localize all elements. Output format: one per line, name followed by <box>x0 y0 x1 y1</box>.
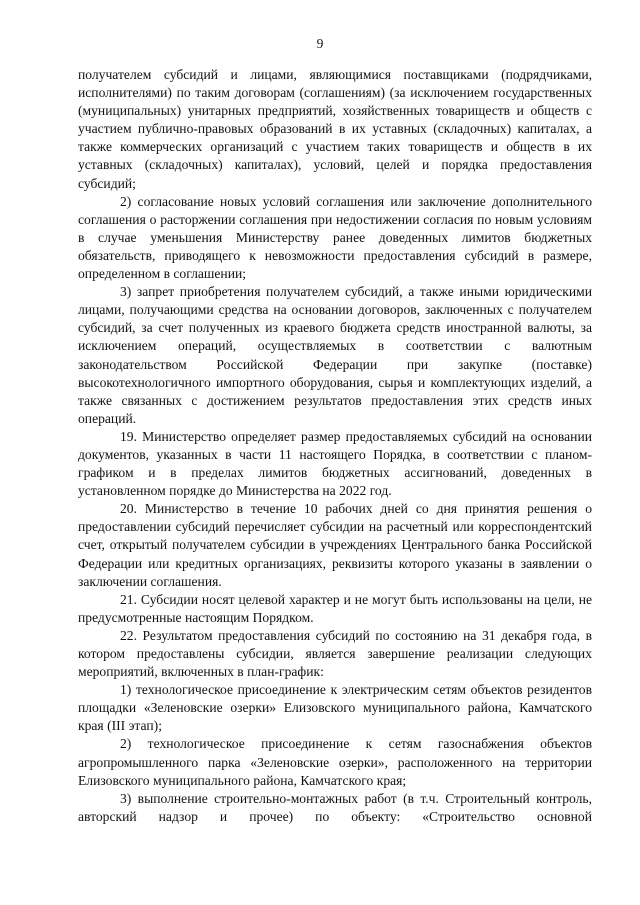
paragraph-clause-19: 19. Министерство определяет размер предоставляемых субсидий на основании документов, указанных в части 11 настоящего Порядка, в соответствии с планом-графиком и в пределах лимитов бюджетных ассигнований, доведенных в установленном порядке до Министерства на 2022 год. <box>78 428 592 499</box>
paragraph-item-3: 3) запрет приобретения получателем субсидий, а также иными юридическими лицами, получающими средства на основании договоров, заключенных с получателем субсидий, за счет полученных из краевого бюджета средств иностранной валюты, за исключением операций, осуществляемых в соответствии с валютным законодательством Российской Федерации при закупке (поставке) высокотехнологичного импортного оборудования, сырья и комплектующих изделий, а также связанных с достижением результатов предоставления этих средств иных операций. <box>78 284 592 426</box>
document-body <box>78 66 592 826</box>
paragraph-continuation: получателем субсидий и лицами, являющимися поставщиками (подрядчиками, исполнителями) по таким договорам (соглашениям) (за исключением государственных (муниципальных) унитарных предприятий, хозяйственных товариществ и обществ с участием публично-правовых образований в их уставных (складочных) капиталах, а также коммерческих организаций с участием таких товариществ и обществ в их уставных (складочных) капиталах), условий, целей и порядка предоставления субсидий; <box>78 67 592 191</box>
paragraph-item-2b: 2) технологическое присоединение к сетям газоснабжения объектов агропромышленного парка «Зеленовские озерки», расположенного на территории Елизовского муниципального района, Камчатского края; <box>78 736 592 788</box>
page-number: 9 <box>316 36 324 51</box>
paragraph-item-2: 2) согласование новых условий соглашения или заключение дополнительного соглашения о расторжении соглашения при недостижении согласия по новым условиям в случае уменьшения Министерству ранее доведенных лимитов бюджетных обязательств, приводящего к невозможности предоставления субсидий в размере, определенном в соглашении; <box>78 193 592 282</box>
paragraph-clause-21: 21. Субсидии носят целевой характер и не могут быть использованы на цели, не предусмотренные настоящим Порядком. <box>78 591 592 625</box>
paragraph-clause-20: 20. Министерство в течение 10 рабочих дней со дня принятия решения о предоставлении субсидий перечисляет субсидии на расчетный или корреспондентский счет, открытый получателем субсидии в учреждениях Центрального банка Российской Федерации или кредитных организациях, реквизиты которого указаны в заявлении о заключении соглашения. <box>78 501 592 589</box>
paragraph-clause-22: 22. Результатом предоставления субсидий по состоянию на 31 декабря года, в котором предоставлены субсидии, является завершение реализации следующих мероприятий, включенных в план-график: <box>78 627 592 680</box>
paragraph-item-1: 1) технологическое присоединение к электрическим сетям объектов резидентов площадки «Зеленовские озерки» Елизовского муниципального района, Камчатского края (III этап); <box>78 682 592 734</box>
paragraph-item-3b: 3) выполнение строительно-монтажных работ (в т.ч. Строительный контроль, авторский надзор и прочее) по объекту: «Строительство основной <box>78 790 592 824</box>
